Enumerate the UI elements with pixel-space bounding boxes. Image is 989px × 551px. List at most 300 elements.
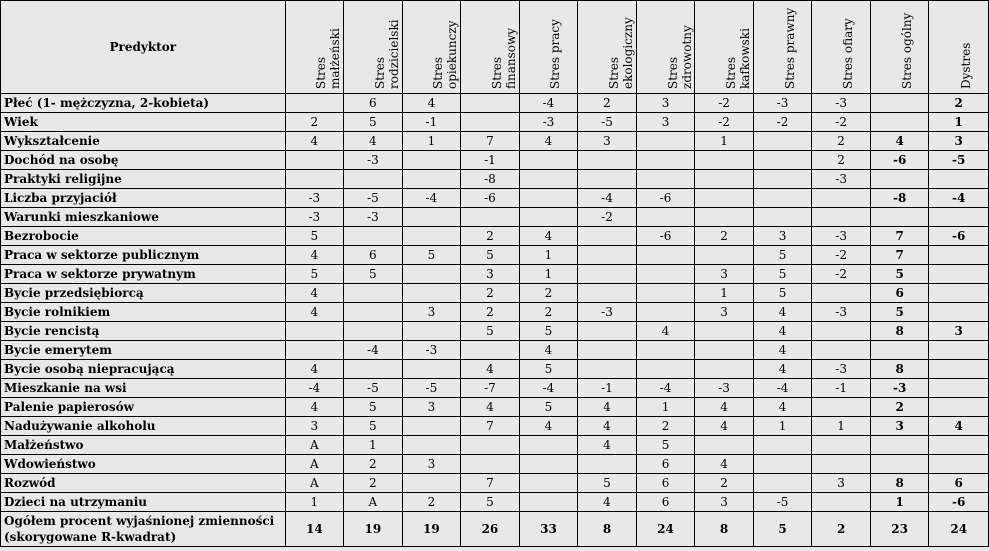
value-cell <box>929 170 989 189</box>
value-cell: -3 <box>753 94 812 113</box>
column-header-label: Stres ekologiczny <box>607 17 635 89</box>
value-cell <box>519 455 578 474</box>
predictor-label: Bycie rencistą <box>1 322 286 341</box>
value-cell: 8 <box>695 512 754 547</box>
value-cell: 3 <box>695 265 754 284</box>
value-cell <box>636 246 695 265</box>
value-cell <box>929 360 989 379</box>
value-cell: 33 <box>519 512 578 547</box>
value-cell <box>402 170 461 189</box>
value-cell: -3 <box>812 170 871 189</box>
table-row <box>1 417 989 436</box>
value-cell: 5 <box>578 474 637 493</box>
value-cell <box>636 151 695 170</box>
value-cell <box>578 246 637 265</box>
value-cell: 4 <box>285 246 344 265</box>
value-cell: 5 <box>519 398 578 417</box>
value-cell: 5 <box>461 493 520 512</box>
value-cell <box>636 265 695 284</box>
column-header <box>402 1 461 94</box>
value-cell: 1 <box>929 113 989 132</box>
value-cell: 4 <box>578 398 637 417</box>
value-cell: 4 <box>636 322 695 341</box>
value-cell <box>695 170 754 189</box>
predictor-label: Warunki mieszkaniowe <box>1 208 286 227</box>
value-cell <box>461 113 520 132</box>
value-cell: 5 <box>461 322 520 341</box>
value-cell: 2 <box>578 94 637 113</box>
value-cell: -4 <box>929 189 989 208</box>
value-cell: 6 <box>636 493 695 512</box>
value-cell <box>929 455 989 474</box>
value-cell <box>929 341 989 360</box>
value-cell: 4 <box>461 360 520 379</box>
value-cell: -4 <box>519 379 578 398</box>
value-cell: 6 <box>636 455 695 474</box>
value-cell: 7 <box>461 132 520 151</box>
column-header-label: Stres pracy <box>548 19 563 89</box>
value-cell: -2 <box>695 113 754 132</box>
value-cell: -1 <box>402 113 461 132</box>
value-cell: 5 <box>402 246 461 265</box>
value-cell: A <box>285 474 344 493</box>
value-cell <box>753 151 812 170</box>
column-header-label: Dystres <box>958 42 973 89</box>
value-cell <box>578 151 637 170</box>
value-cell: -3 <box>812 227 871 246</box>
value-cell <box>285 322 344 341</box>
predictor-label: Bycie rolnikiem <box>1 303 286 322</box>
value-cell: -4 <box>578 189 637 208</box>
value-cell <box>578 322 637 341</box>
value-cell: 4 <box>695 455 754 474</box>
value-cell <box>812 436 871 455</box>
value-cell: 5 <box>344 417 403 436</box>
value-cell: 4 <box>285 284 344 303</box>
value-cell <box>929 398 989 417</box>
predictor-label: Ogółem procent wyjaśnionej zmienności (skorygowane R-kwadrat) <box>1 512 286 547</box>
value-cell <box>929 379 989 398</box>
value-cell: 8 <box>870 360 929 379</box>
value-cell: 8 <box>870 322 929 341</box>
value-cell <box>402 151 461 170</box>
table-row <box>1 341 989 360</box>
value-cell: 5 <box>753 265 812 284</box>
column-header-label: Stres ofiary <box>841 18 856 89</box>
value-cell: 3 <box>285 417 344 436</box>
value-cell: 23 <box>870 512 929 547</box>
value-cell: 4 <box>519 132 578 151</box>
value-cell: 3 <box>929 132 989 151</box>
value-cell: 3 <box>402 303 461 322</box>
column-header <box>578 1 637 94</box>
value-cell: 2 <box>519 284 578 303</box>
value-cell: 4 <box>578 436 637 455</box>
value-cell: -6 <box>870 151 929 170</box>
value-cell <box>344 303 403 322</box>
value-cell: -4 <box>402 189 461 208</box>
value-cell: 6 <box>344 246 403 265</box>
column-header-label: Stres opiekunczy <box>431 20 460 89</box>
value-cell: 5 <box>461 246 520 265</box>
value-cell: -4 <box>344 341 403 360</box>
value-cell: 2 <box>929 94 989 113</box>
predictor-label: Bycie osobą niepracującą <box>1 360 286 379</box>
value-cell: 3 <box>636 94 695 113</box>
value-cell <box>519 151 578 170</box>
column-header-label: Stres kafkowski <box>724 28 753 89</box>
predictor-label: Palenie papierosów <box>1 398 286 417</box>
value-cell <box>636 303 695 322</box>
column-header <box>753 1 812 94</box>
value-cell <box>929 436 989 455</box>
value-cell <box>870 436 929 455</box>
table-row <box>1 94 989 113</box>
value-cell: 2 <box>344 455 403 474</box>
value-cell <box>402 265 461 284</box>
value-cell: -7 <box>461 379 520 398</box>
column-header <box>519 1 578 94</box>
value-cell <box>344 170 403 189</box>
table-row <box>1 170 989 189</box>
table-row <box>1 455 989 474</box>
value-cell: -3 <box>344 151 403 170</box>
value-cell: -2 <box>578 208 637 227</box>
value-cell: 2 <box>812 151 871 170</box>
value-cell: -5 <box>929 151 989 170</box>
value-cell <box>812 284 871 303</box>
value-cell <box>578 360 637 379</box>
value-cell: 3 <box>636 113 695 132</box>
value-cell: -3 <box>695 379 754 398</box>
value-cell <box>461 208 520 227</box>
value-cell: 5 <box>870 265 929 284</box>
table-row <box>1 189 989 208</box>
value-cell: -2 <box>812 113 871 132</box>
value-cell <box>402 322 461 341</box>
value-cell <box>402 436 461 455</box>
value-cell <box>519 170 578 189</box>
value-cell: 26 <box>461 512 520 547</box>
value-cell <box>929 284 989 303</box>
table-body <box>1 94 989 547</box>
table-row <box>1 474 989 493</box>
value-cell: 4 <box>695 417 754 436</box>
column-header-label: Stres rodzicielski <box>372 19 401 89</box>
value-cell: 4 <box>285 132 344 151</box>
value-cell: 4 <box>695 398 754 417</box>
value-cell: 4 <box>344 132 403 151</box>
value-cell: -2 <box>812 246 871 265</box>
value-cell: -4 <box>519 94 578 113</box>
value-cell <box>753 436 812 455</box>
value-cell <box>519 189 578 208</box>
value-cell: 5 <box>753 512 812 547</box>
value-cell <box>461 341 520 360</box>
predictor-label: Wdowieństwo <box>1 455 286 474</box>
value-cell: 4 <box>870 132 929 151</box>
value-cell: -1 <box>578 379 637 398</box>
value-cell: -6 <box>636 227 695 246</box>
value-cell <box>812 455 871 474</box>
value-cell <box>461 455 520 474</box>
value-cell <box>929 246 989 265</box>
value-cell <box>402 417 461 436</box>
column-header <box>344 1 403 94</box>
value-cell: 5 <box>285 265 344 284</box>
value-cell: 1 <box>870 493 929 512</box>
predictor-label: Liczba przyjaciół <box>1 189 286 208</box>
value-cell <box>344 360 403 379</box>
value-cell: -8 <box>870 189 929 208</box>
value-cell: 4 <box>578 493 637 512</box>
value-cell: 6 <box>636 474 695 493</box>
value-cell: -5 <box>578 113 637 132</box>
table-row <box>1 360 989 379</box>
value-cell <box>929 265 989 284</box>
total-row <box>1 512 989 547</box>
value-cell: 4 <box>929 417 989 436</box>
value-cell <box>812 341 871 360</box>
table-row <box>1 227 989 246</box>
value-cell <box>695 360 754 379</box>
value-cell: 3 <box>461 265 520 284</box>
value-cell <box>929 208 989 227</box>
column-header-label: Stres zdrowotny <box>665 25 694 89</box>
value-cell <box>636 132 695 151</box>
value-cell <box>870 341 929 360</box>
value-cell <box>695 151 754 170</box>
value-cell: 2 <box>285 113 344 132</box>
value-cell: -2 <box>812 265 871 284</box>
value-cell: -8 <box>461 170 520 189</box>
value-cell: 2 <box>812 132 871 151</box>
value-cell: 4 <box>285 360 344 379</box>
value-cell <box>344 227 403 246</box>
table-row <box>1 246 989 265</box>
value-cell: 4 <box>753 341 812 360</box>
value-cell <box>636 360 695 379</box>
value-cell <box>870 170 929 189</box>
value-cell: -3 <box>519 113 578 132</box>
column-header-label: Stres prawny <box>782 7 797 89</box>
value-cell: 2 <box>812 512 871 547</box>
value-cell <box>695 341 754 360</box>
value-cell <box>812 322 871 341</box>
value-cell <box>461 436 520 455</box>
value-cell <box>753 189 812 208</box>
value-cell: 7 <box>870 246 929 265</box>
table-row <box>1 132 989 151</box>
value-cell: 5 <box>519 360 578 379</box>
predictor-label: Wykształcenie <box>1 132 286 151</box>
value-cell: 1 <box>695 132 754 151</box>
predictor-header: Predyktor <box>1 1 286 94</box>
value-cell: 4 <box>285 398 344 417</box>
table-row <box>1 493 989 512</box>
predictor-label: Płeć (1- mężczyzna, 2-kobieta) <box>1 94 286 113</box>
value-cell <box>519 436 578 455</box>
predictor-label: Bycie emerytem <box>1 341 286 360</box>
value-cell: 4 <box>461 398 520 417</box>
predictor-label: Małżeństwo <box>1 436 286 455</box>
value-cell <box>344 322 403 341</box>
value-cell <box>695 246 754 265</box>
table-row <box>1 436 989 455</box>
value-cell: 5 <box>344 265 403 284</box>
value-cell: 2 <box>461 284 520 303</box>
table-row <box>1 151 989 170</box>
value-cell: 5 <box>870 303 929 322</box>
value-cell: -5 <box>344 189 403 208</box>
predictor-label: Rozwód <box>1 474 286 493</box>
value-cell: 7 <box>461 474 520 493</box>
table-row <box>1 303 989 322</box>
value-cell: -6 <box>461 189 520 208</box>
value-cell: 2 <box>519 303 578 322</box>
value-cell: 1 <box>285 493 344 512</box>
value-cell: -3 <box>402 341 461 360</box>
value-cell: -3 <box>285 189 344 208</box>
table-row <box>1 208 989 227</box>
value-cell: 2 <box>695 474 754 493</box>
value-cell: 4 <box>753 303 812 322</box>
value-cell: 1 <box>344 436 403 455</box>
value-cell <box>870 208 929 227</box>
predictor-label: Praca w sektorze publicznym <box>1 246 286 265</box>
value-cell: -2 <box>695 94 754 113</box>
value-cell <box>636 341 695 360</box>
table-row <box>1 398 989 417</box>
value-cell <box>695 322 754 341</box>
value-cell <box>812 493 871 512</box>
value-cell: -3 <box>812 303 871 322</box>
value-cell <box>636 208 695 227</box>
value-cell: 5 <box>285 227 344 246</box>
value-cell <box>402 360 461 379</box>
value-cell: 24 <box>636 512 695 547</box>
column-header <box>285 1 344 94</box>
value-cell: -5 <box>753 493 812 512</box>
value-cell <box>578 284 637 303</box>
value-cell: 1 <box>519 246 578 265</box>
value-cell: A <box>344 493 403 512</box>
value-cell: 1 <box>753 417 812 436</box>
column-header <box>636 1 695 94</box>
value-cell: 3 <box>812 474 871 493</box>
value-cell: 4 <box>519 417 578 436</box>
value-cell: 3 <box>578 132 637 151</box>
predictor-label: Wiek <box>1 113 286 132</box>
value-cell: 1 <box>812 417 871 436</box>
value-cell: -3 <box>578 303 637 322</box>
value-cell: 3 <box>929 322 989 341</box>
value-cell <box>285 170 344 189</box>
value-cell: 4 <box>519 341 578 360</box>
value-cell: 3 <box>402 398 461 417</box>
value-cell <box>578 265 637 284</box>
value-cell: 3 <box>870 417 929 436</box>
value-cell <box>753 132 812 151</box>
value-cell: 2 <box>695 227 754 246</box>
table-row <box>1 284 989 303</box>
value-cell: 4 <box>753 360 812 379</box>
value-cell: -4 <box>753 379 812 398</box>
value-cell <box>344 284 403 303</box>
value-cell: 4 <box>753 322 812 341</box>
value-cell <box>461 94 520 113</box>
value-cell <box>636 284 695 303</box>
value-cell: 2 <box>461 227 520 246</box>
value-cell <box>695 189 754 208</box>
value-cell: -1 <box>461 151 520 170</box>
value-cell: 5 <box>344 113 403 132</box>
value-cell <box>812 189 871 208</box>
predictor-label: Praktyki religijne <box>1 170 286 189</box>
predictor-label: Nadużywanie alkoholu <box>1 417 286 436</box>
value-cell: -2 <box>753 113 812 132</box>
value-cell <box>285 151 344 170</box>
value-cell <box>402 227 461 246</box>
value-cell: A <box>285 455 344 474</box>
value-cell: 8 <box>870 474 929 493</box>
column-header <box>929 1 989 94</box>
value-cell: 3 <box>753 227 812 246</box>
value-cell <box>753 208 812 227</box>
value-cell: 7 <box>461 417 520 436</box>
value-cell <box>870 94 929 113</box>
predictor-label: Bezrobocie <box>1 227 286 246</box>
value-cell: 6 <box>870 284 929 303</box>
column-header-label: Stres małżeński <box>314 28 343 89</box>
value-cell: 6 <box>344 94 403 113</box>
value-cell: 1 <box>695 284 754 303</box>
predictor-label: Bycie przedsiębiorcą <box>1 284 286 303</box>
value-cell: 19 <box>344 512 403 547</box>
value-cell <box>578 170 637 189</box>
value-cell <box>753 455 812 474</box>
value-cell: 7 <box>870 227 929 246</box>
value-cell: 24 <box>929 512 989 547</box>
value-cell <box>402 284 461 303</box>
value-cell <box>753 170 812 189</box>
value-cell: 5 <box>636 436 695 455</box>
value-cell: -6 <box>929 493 989 512</box>
value-cell: -4 <box>285 379 344 398</box>
table-row <box>1 265 989 284</box>
value-cell: -5 <box>402 379 461 398</box>
header-row <box>1 1 989 94</box>
value-cell: -5 <box>344 379 403 398</box>
value-cell: A <box>285 436 344 455</box>
value-cell: 2 <box>636 417 695 436</box>
table-row <box>1 379 989 398</box>
value-cell <box>578 455 637 474</box>
value-cell: 2 <box>870 398 929 417</box>
value-cell: 5 <box>753 246 812 265</box>
value-cell <box>636 170 695 189</box>
value-cell: -3 <box>812 360 871 379</box>
value-cell: -3 <box>812 94 871 113</box>
column-header <box>870 1 929 94</box>
value-cell <box>870 455 929 474</box>
value-cell: 1 <box>636 398 695 417</box>
predictor-label: Dzieci na utrzymaniu <box>1 493 286 512</box>
value-cell: -3 <box>344 208 403 227</box>
predictor-label: Praca w sektorze prywatnym <box>1 265 286 284</box>
predictor-label: Dochód na osobę <box>1 151 286 170</box>
value-cell <box>519 208 578 227</box>
